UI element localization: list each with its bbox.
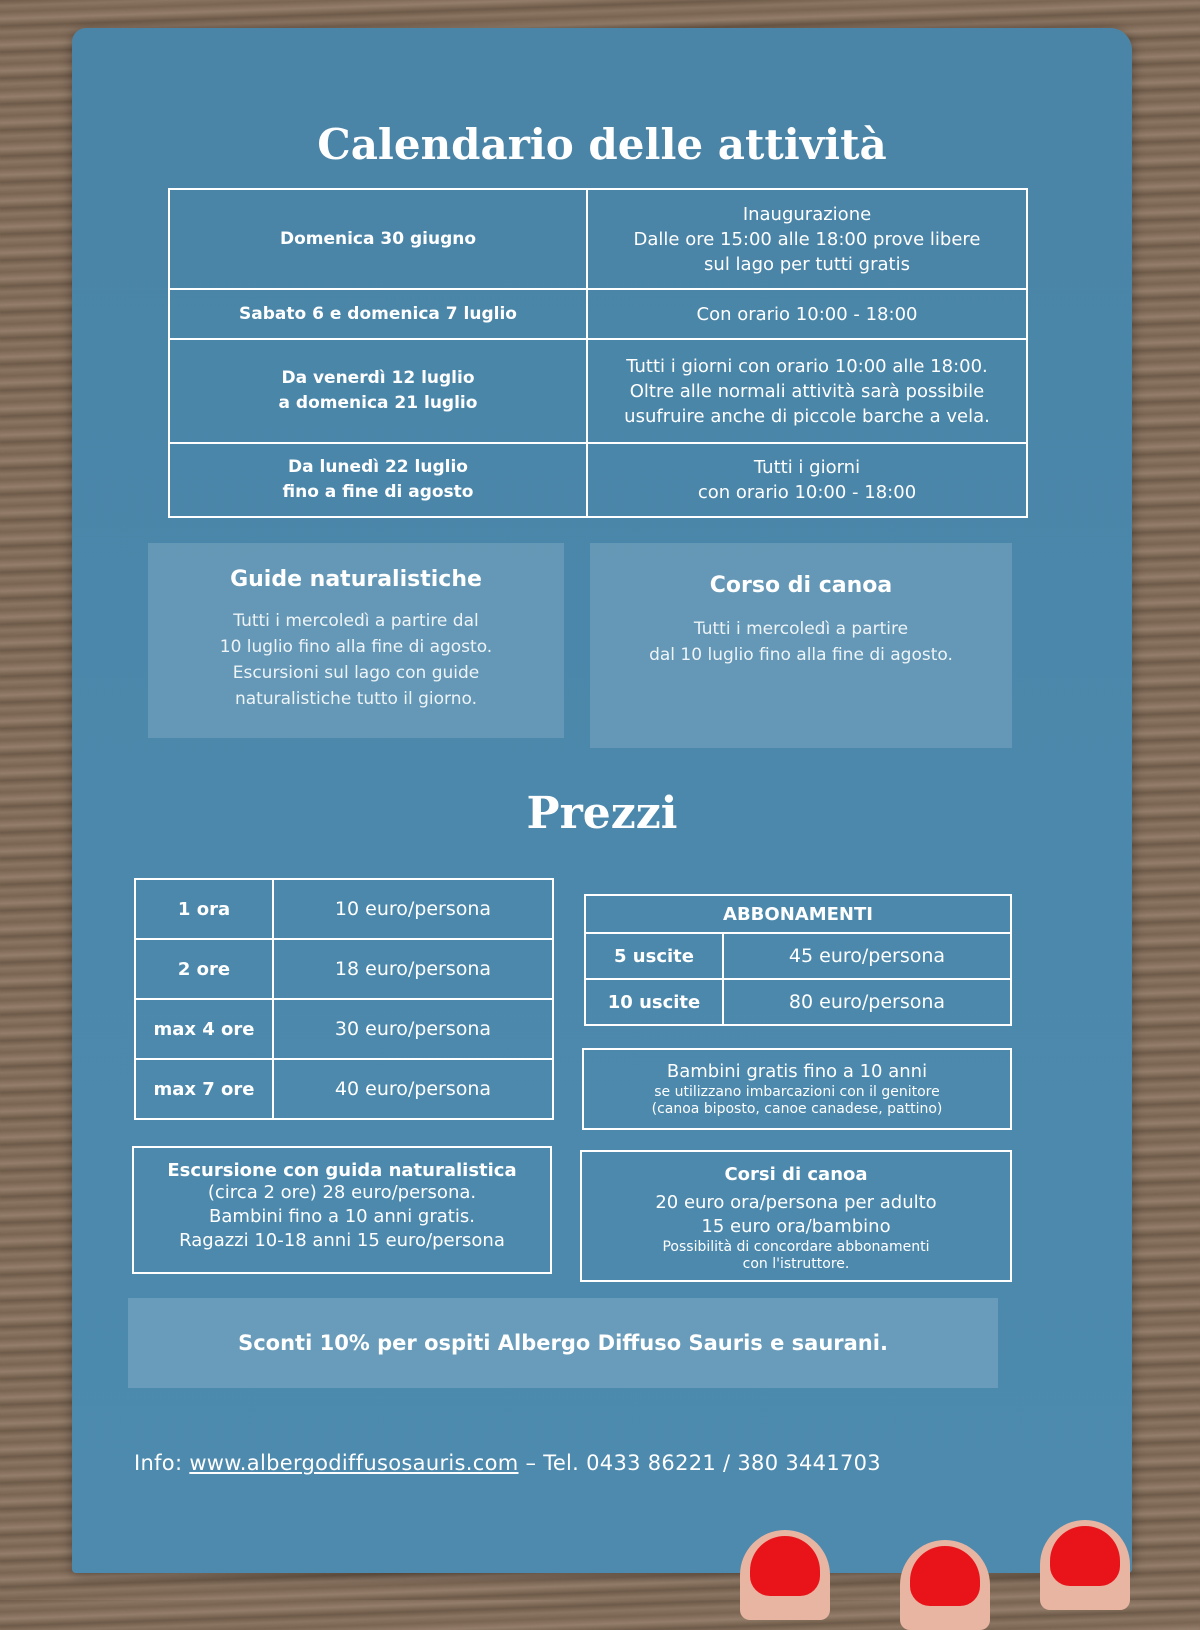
abbonamenti-price: 80 euro/persona [723,979,1011,1025]
corsi-line: 20 euro ora/persona per adulto [655,1192,937,1213]
escursione-box [132,1146,552,1274]
date-line: Da lunedì 22 luglio [288,457,468,477]
table-row [169,289,1027,339]
escursione-title: Escursione con guida naturalistica [167,1160,517,1181]
calendar-date [169,443,587,517]
escursione-line: (circa 2 ore) 28 euro/persona. [207,1182,477,1203]
desc-line: sul lago per tutti gratis [704,253,910,275]
desc-line: con orario 10:00 - 18:00 [697,482,917,503]
abbonamenti-price: 45 euro/persona [723,933,1011,979]
corsi-line: 15 euro ora/bambino [701,1216,891,1237]
prezzi-price: 18 euro/persona [273,939,553,999]
desc-line: Dalle ore 15:00 alle 18:00 prove libere [633,228,981,250]
sconti-banner: Sconti 10% per ospiti Albergo Diffuso Sauris e saurani. [128,1298,998,1388]
abbonamenti-count: 5 uscite [585,933,723,979]
calendar-desc [587,189,1027,289]
abbonamenti-table [584,894,1012,1026]
calendar-title: Calendario delle attività [317,120,887,169]
prezzi-duration: 1 ora [135,879,273,939]
desc-line: Con orario 10:00 - 18:00 [696,303,918,325]
escursione-line: Bambini fino a 10 anni gratis. [209,1206,475,1227]
bambini-box [582,1048,1012,1130]
finger-icon [1040,1520,1130,1610]
calendar-date [169,339,587,443]
abbonamenti-count: 10 uscite [585,979,723,1025]
desc-line: Inaugurazione [742,203,872,225]
guide-line: Tutti i mercoledì a partire dal [233,611,479,631]
date-line: Da venerdì 12 luglio [281,368,475,388]
desc-line: Oltre alle normali attività sarà possibile [629,380,985,402]
guide-title: Guide naturalistiche [230,567,482,592]
prezzi-title: Prezzi [526,788,678,839]
guide-line: naturalistiche tutto il giorno. [234,689,478,709]
table-row [169,189,1027,289]
canoa-title: Corso di canoa [709,573,893,598]
table-row [585,895,1011,933]
bambini-sub: (canoa biposto, canoe canadese, pattino) [651,1101,943,1117]
guide-line: Escursioni sul lago con guide [232,663,480,683]
prezzi-table [134,878,554,1120]
table-row [169,443,1027,517]
date-line: a domenica 21 luglio [278,393,478,413]
calendar-desc [587,339,1027,443]
abbonamenti-title: ABBONAMENTI [585,895,1011,933]
calendar-desc [587,443,1027,517]
finger-icon [900,1540,990,1630]
canoa-box [590,543,1012,748]
corsi-title: Corsi di canoa [724,1164,868,1185]
table-row [135,939,553,999]
table-row [169,339,1027,443]
table-row [135,999,553,1059]
website-link[interactable]: www.albergodiffusosauris.com [189,1451,519,1475]
calendar-desc [587,289,1027,339]
calendar-date: Domenica 30 giugno [169,189,587,289]
table-row [135,879,553,939]
canoa-line: Tutti i mercoledì a partire [693,619,909,639]
date-line: fino a fine di agosto [282,482,474,502]
desc-line: Tutti i giorni con orario 10:00 alle 18:00. [626,355,988,377]
escursione-line: Ragazzi 10-18 anni 15 euro/persona [179,1230,505,1251]
bambini-sub: se utilizzano imbarcazioni con il genitore [654,1084,940,1100]
calendar-date: Sabato 6 e domenica 7 luglio [169,289,587,339]
flyer-sheet [72,28,1132,1573]
calendar-table [168,188,1028,518]
info-line [134,1451,881,1475]
corsi-note: Possibilità di concordare abbonamenti [662,1239,930,1255]
guide-box [148,543,564,738]
guide-line: 10 luglio fino alla fine di agosto. [219,637,493,657]
prezzi-duration: 2 ore [135,939,273,999]
bambini-main: Bambini gratis fino a 10 anni [666,1061,928,1082]
prezzi-price: 40 euro/persona [273,1059,553,1119]
info-tel: – Tel. 0433 86221 / 380 3441703 [525,1451,881,1475]
table-row [585,979,1011,1025]
desc-line: Tutti i giorni [753,457,861,478]
prezzi-duration: max 4 ore [135,999,273,1059]
corsi-box [580,1150,1012,1282]
table-row [585,933,1011,979]
info-label: Info: [134,1451,183,1475]
prezzi-price: 10 euro/persona [273,879,553,939]
prezzi-price: 30 euro/persona [273,999,553,1059]
canoa-line: dal 10 luglio fino alla fine di agosto. [649,645,953,665]
prezzi-duration: max 7 ore [135,1059,273,1119]
desc-line: usufruire anche di piccole barche a vela. [624,405,990,427]
corsi-note: con l'istruttore. [742,1256,850,1272]
table-row [135,1059,553,1119]
finger-icon [740,1530,830,1620]
